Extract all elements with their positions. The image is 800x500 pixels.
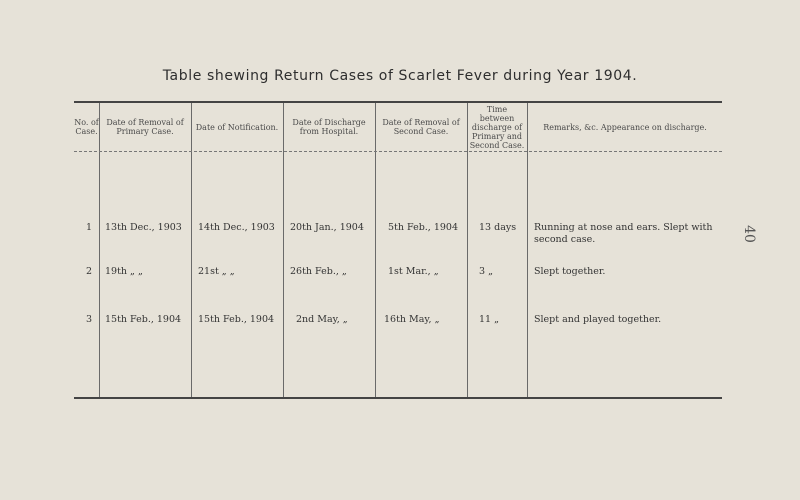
- header-removal-primary: Date of Removal of Primary Case.: [106, 118, 184, 136]
- cell-case-number: 3: [86, 314, 93, 325]
- cell-discharge: 26th Feb., „: [290, 266, 347, 277]
- cell-removal-second: 1st Mar., „: [388, 266, 439, 277]
- cell-notification: 15th Feb., 1904: [198, 314, 275, 325]
- header-rule: [74, 151, 722, 152]
- cell-removal-second: 5th Feb., 1904: [388, 222, 459, 233]
- cell-time-between: 13 days: [479, 222, 517, 233]
- column-divider: [283, 103, 284, 397]
- column-divider: [99, 103, 100, 397]
- header-remarks: Remarks, &c. Appearance on discharge.: [543, 122, 707, 132]
- cell-case-number: 1: [86, 222, 93, 233]
- cell-removal-primary: 19th „ „: [105, 266, 143, 277]
- cell-discharge: 20th Jan., 1904: [290, 222, 364, 233]
- cell-remarks: Slept and played together.: [534, 314, 662, 325]
- header-removal-second: Date of Removal of Second Case.: [382, 118, 460, 136]
- column-divider: [191, 103, 192, 397]
- header-notification: Date of Notification.: [195, 122, 279, 132]
- page-title: Table shewing Return Cases of Scarlet Fever during Year 1904.: [162, 68, 638, 84]
- cell-time-between: 3 „: [479, 266, 493, 277]
- header-time-between: Time between discharge of Primary and Second Case.: [469, 104, 525, 150]
- cell-notification: 14th Dec., 1903: [198, 222, 275, 233]
- column-divider: [375, 103, 376, 397]
- cell-removal-primary: 15th Feb., 1904: [105, 314, 182, 325]
- cell-discharge: 2nd May, „: [296, 314, 348, 325]
- column-divider: [467, 103, 468, 397]
- cell-time-between: 11 „: [479, 314, 500, 325]
- header-discharge: Date of Discharge from Hospital.: [292, 118, 366, 136]
- cell-case-number: 2: [86, 266, 93, 277]
- cell-remarks: Slept together.: [534, 266, 606, 277]
- cell-remarks: Running at nose and ears. Slept with second case.: [534, 222, 713, 245]
- header-case-number: No. of Case.: [74, 118, 99, 136]
- cell-removal-second: 16th May, „: [384, 314, 440, 325]
- cell-notification: 21st „ „: [198, 266, 235, 277]
- page-number: 40: [740, 225, 757, 243]
- cell-removal-primary: 13th Dec., 1903: [105, 222, 182, 233]
- return-cases-table: [74, 101, 722, 399]
- column-divider: [527, 103, 528, 397]
